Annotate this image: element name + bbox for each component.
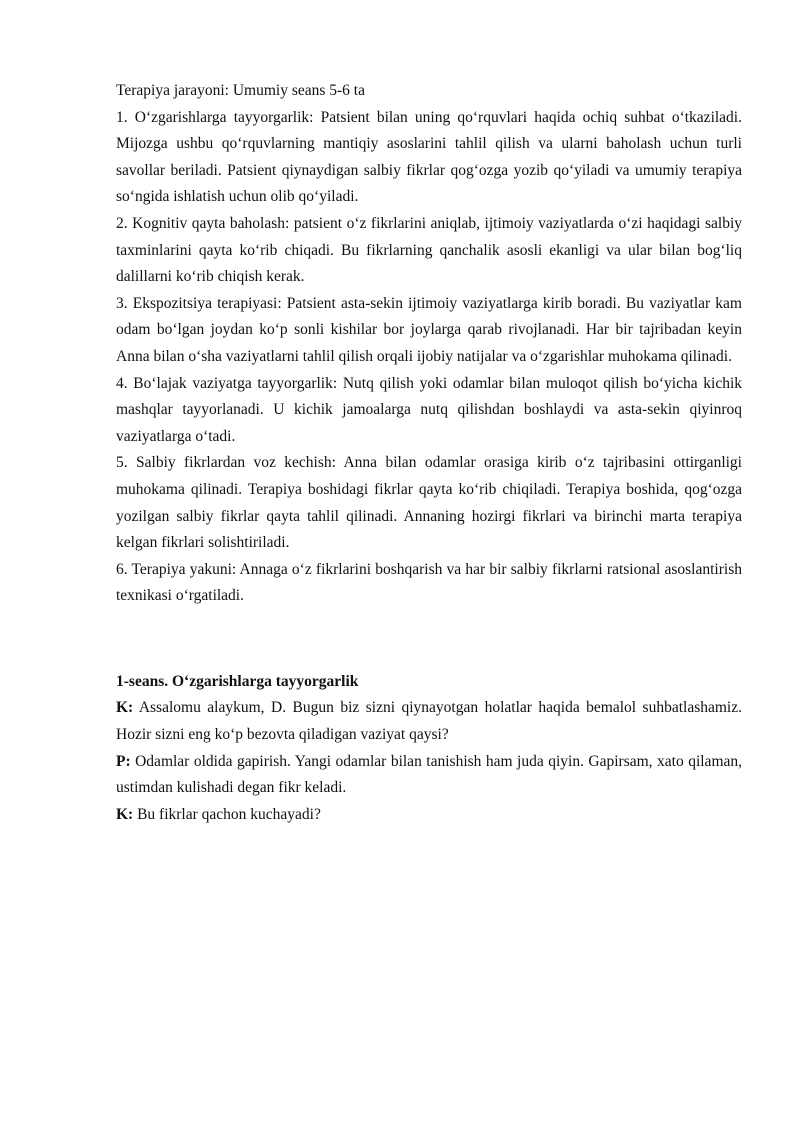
dialogue-line: [116, 802, 742, 829]
speaker-label: P:: [116, 752, 131, 770]
session-heading: 1-seans. O‘zgarishlarga tayyorgarlik: [116, 672, 359, 690]
step-2: 2. Kognitiv qayta baholash: patsient o‘z fikrlarini aniqlab, ijtimoiy vaziyatlarda o‘zi haqidagi salbiy taxminlarini qayta ko‘rib chiqadi. Bu fikrlarning qanchalik asosli ekanligi va ular bilan bog‘liq dalillarni ko‘rib chiqish kerak.: [116, 214, 742, 286]
document-page: [116, 78, 742, 828]
step-1: 1. O‘zgarishlarga tayyorgarlik: Patsient bilan uning qo‘rquvlari haqida ochiq suhbat o‘tkaziladi. Mijozga ushbu qo‘rquvlarning mantiqiy asoslarini tahlil qilish va ularni baholash uchun turli savollar beriladi. Patsient qiynaydigan salbiy fikrlar qog‘ozga yozib qo‘yiladi va umumiy terapiya so‘ngida ishlatish uchun olib qo‘yiladi.: [116, 108, 742, 206]
step-3: 3. Ekspozitsiya terapiyasi: Patsient asta-sekin ijtimoiy vaziyatlarga kirib boradi. Bu vaziyatlar kam odam bo‘lgan joydan ko‘p sonli kishilar bor joylarga qarab rivojlanadi. Har bir tajribadan keyin Anna bilan o‘sha vaziyatlarni tahlil qilish orqali ijobiy natijalar va o‘zgarishlar muhokama qilinadi.: [116, 294, 742, 365]
step-5: 5. Salbiy fikrlardan voz kechish: Anna bilan odamlar orasiga kirib o‘z tajribasini ottirganligi muhokama qilinadi. Terapiya boshidagi fikrlar qayta ko‘rib chiqiladi. Terapiya boshida, qog‘ozga yozilgan salbiy fikrlar qayta tahlil qilinadi. Annaning hozirgi fikrlari va birinchi marta terapiya kelgan fikrlari solishtiriladi.: [116, 454, 742, 552]
dialogue-line: [116, 695, 742, 748]
dialogue-text: Bu fikrlar qachon kuchayadi?: [133, 805, 321, 823]
step-6: 6. Terapiya yakuni: Annaga o‘z fikrlarini boshqarish va har bir salbiy fikrlarni ratsional asoslantirish texnikasi o‘rgatiladi.: [116, 560, 742, 605]
dialogue-text: Assalomu alaykum, D. Bugun biz sizni qiynayotgan holatlar haqida bemalol suhbatlashamiz. Hozir sizni eng ko‘p bezovta qiladigan vaziyat qaysi?: [116, 699, 742, 744]
speaker-label: K:: [116, 805, 134, 823]
section-spacer: [116, 610, 742, 669]
intro-line: Terapiya jarayoni: Umumiy seans 5-6 ta: [116, 82, 365, 99]
step-4: 4. Bo‘lajak vaziyatga tayyorgarlik: Nutq qilish yoki odamlar bilan muloqot qilish bo‘yicha kichik mashqlar tayyorlanadi. U kichik jamoalarga nutq qilishdan boshlaydi va asta-sekin qiyinroq vaziyatlarga o‘tadi.: [116, 374, 742, 445]
speaker-label: K:: [116, 699, 134, 717]
dialogue-line: [116, 749, 742, 802]
dialogue-text: Odamlar oldida gapirish. Yangi odamlar bilan tanishish ham juda qiyin. Gapirsam, xato qilaman, ustimdan kulishadi degan fikr keladi.: [116, 752, 742, 797]
